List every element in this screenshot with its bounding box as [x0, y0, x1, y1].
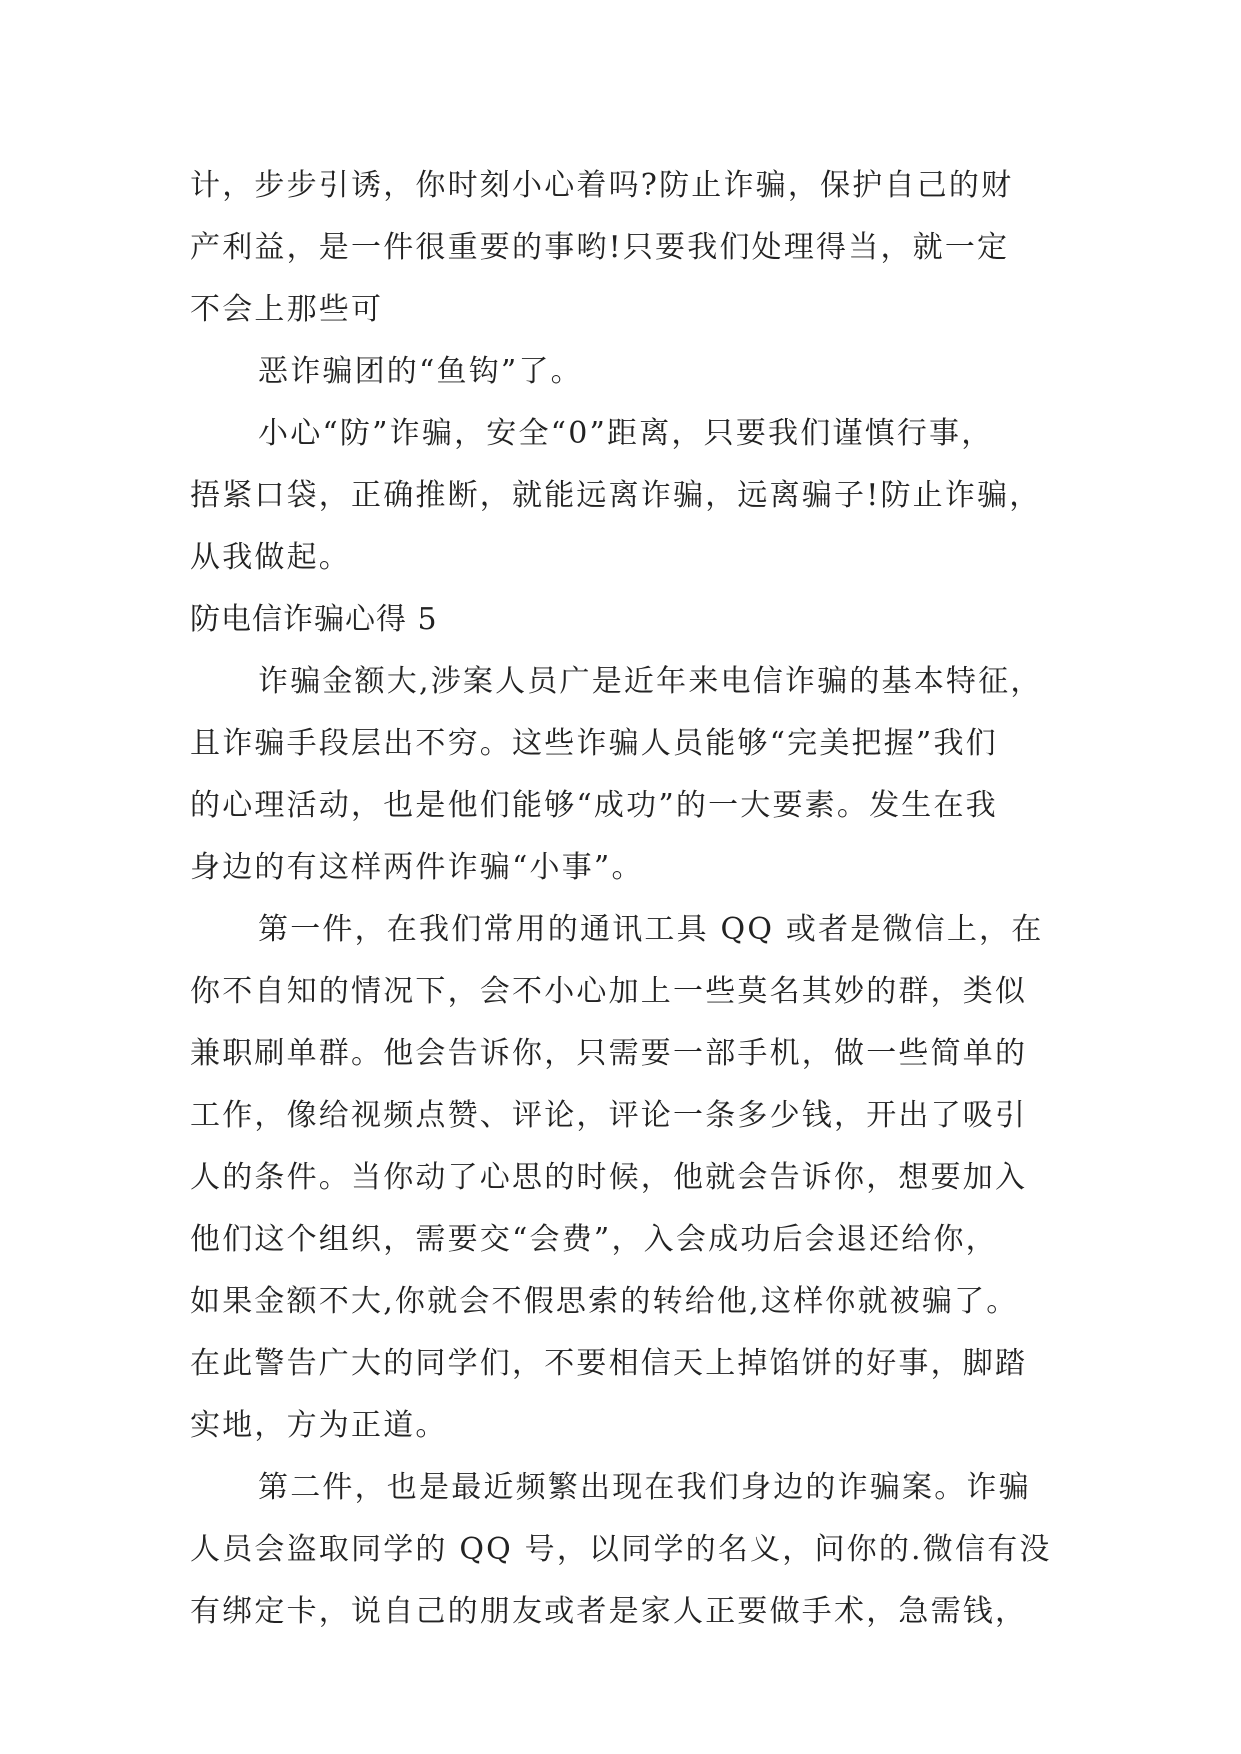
text-line: 如果金额不大,你就会不假思索的转给他,这样你就被骗了。	[190, 1284, 1019, 1319]
text-line: 不会上那些可	[190, 292, 384, 327]
paragraph-first-line: 小心“防”诈骗，安全“0”距离，只要我们谨慎行事，	[258, 416, 994, 451]
text-line: 有绑定卡，说自己的朋友或者是家人正要做手术，急需钱，	[190, 1594, 1028, 1629]
text-line: 实地，方为正道。	[190, 1408, 448, 1443]
text-line: 捂紧口袋，正确推断，就能远离诈骗，远离骗子!防止诈骗，	[190, 478, 1042, 513]
paragraph-first-line: 第二件，也是最近频繁出现在我们身边的诈骗案。诈骗	[258, 1470, 1031, 1505]
section-heading: 防电信诈骗心得 5	[190, 602, 438, 637]
text-line: 且诈骗手段层出不穷。这些诈骗人员能够“完美把握”我们	[190, 726, 998, 761]
text-line: 的心理活动，也是他们能够“成功”的一大要素。发生在我	[190, 788, 998, 823]
paragraph-first-line: 第一件，在我们常用的通讯工具 QQ 或者是微信上，在	[258, 912, 1044, 947]
text-line: 兼职刷单群。他会告诉你，只需要一部手机，做一些简单的	[190, 1036, 1028, 1071]
text-line: 人的条件。当你动了心思的时候，他就会告诉你，想要加入	[190, 1160, 1028, 1195]
text-line: 你不自知的情况下，会不小心加上一些莫名其妙的群，类似	[190, 974, 1028, 1009]
paragraph-first-line: 诈骗金额大,涉案人员广是近年来电信诈骗的基本特征，	[258, 664, 1043, 699]
text-line: 在此警告广大的同学们，不要相信天上掉馅饼的好事，脚踏	[190, 1346, 1028, 1381]
document-body	[190, 155, 1050, 1643]
text-line: 从我做起。	[190, 540, 351, 575]
text-line: 身边的有这样两件诈骗“小事”。	[190, 850, 644, 885]
text-line: 他们这个组织，需要交“会费”，入会成功后会退还给你，	[190, 1222, 998, 1257]
text-line: 计，步步引诱，你时刻小心着吗?防止诈骗，保护自己的财	[190, 168, 1014, 203]
text-line: 工作，像给视频点赞、评论，评论一条多少钱，开出了吸引	[190, 1098, 1028, 1133]
text-line: 人员会盗取同学的 QQ 号，以同学的名义，问你的.微信有没	[190, 1532, 1052, 1567]
text-line: 产利益，是一件很重要的事哟!只要我们处理得当，就一定	[190, 230, 1010, 265]
text-line: 恶诈骗团的“鱼钩”了。	[258, 354, 583, 389]
